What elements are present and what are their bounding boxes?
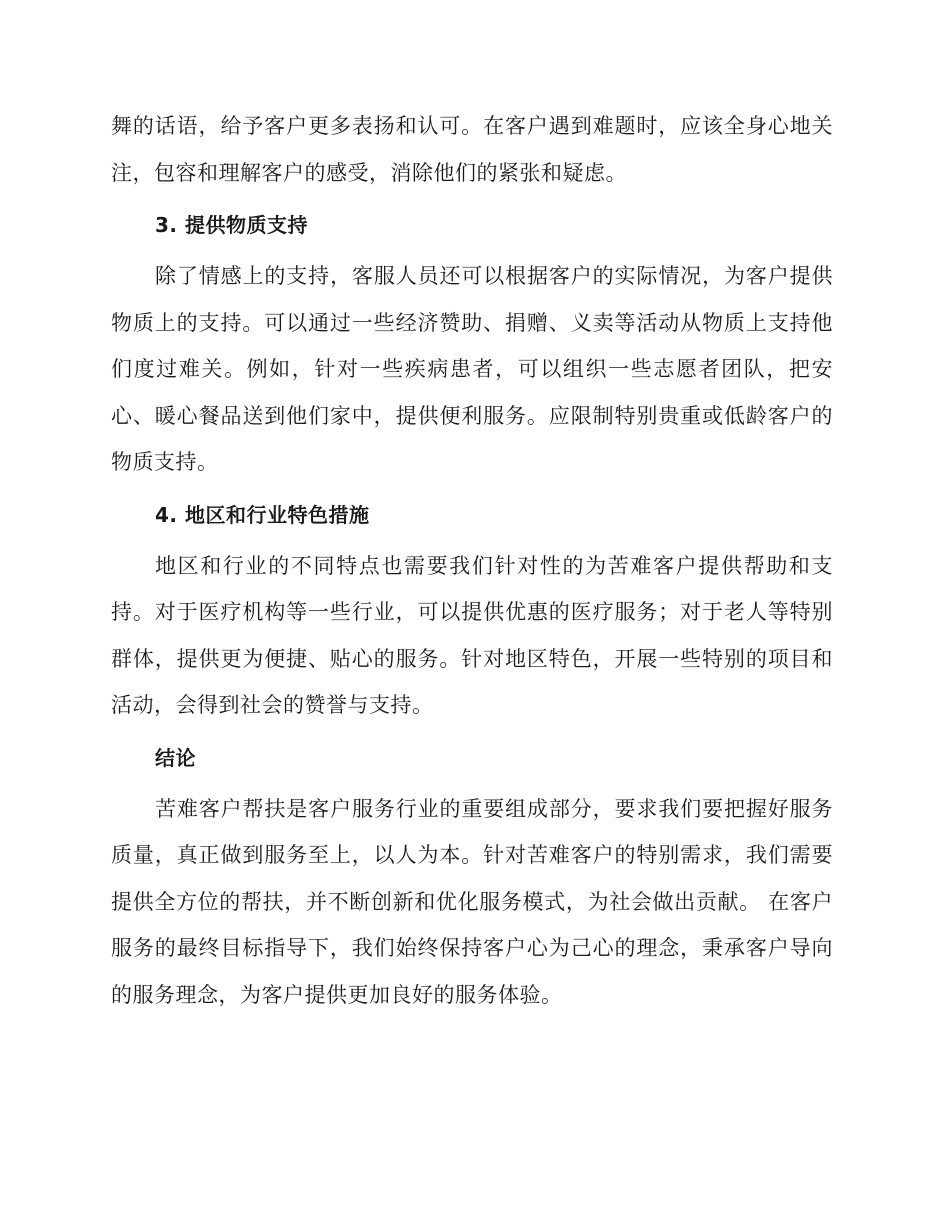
document-body <box>111 103 833 1018</box>
paragraph-intro: 舞的话语，给予客户更多表扬和认可。在客户遇到难题时，应该全身心地关注，包容和理解客户的感受，消除他们的紧张和疑虑。 <box>111 114 833 185</box>
paragraph-section-4: 地区和行业的不同特点也需要我们针对性的为苦难客户提供帮助和支持。对于医疗机构等一些行业，可以提供优惠的医疗服务；对于老人等特别群体，提供更为便捷、贴心的服务。针对地区特色，开展一些特别的项目和活动，会得到社会的赞誉与支持。 <box>111 553 833 717</box>
paragraph-conclusion: 苦难客户帮扶是客户服务行业的重要组成部分，要求我们要把握好服务质量，真正做到服务至上，以人为本。针对苦难客户的特别需求，我们需要提供全方位的帮扶，并不断创新和优化服务模式，为社会做出贡献。 在客户服务的最终目标指导下，我们始终保持客户心为己心的理念，秉承客户导向的服务理念，为客户提供更加良好的服务体验。 <box>111 796 833 1007</box>
section-heading-conclusion: 结论 <box>155 745 196 770</box>
section-heading-4: 4. 地区和行业特色措施 <box>155 502 370 527</box>
paragraph-section-3: 除了情感上的支持，客服人员还可以根据客户的实际情况，为客户提供物质上的支持。可以通过一些经济赞助、捐赠、义卖等活动从物质上支持他们度过难关。例如，针对一些疾病患者，可以组织一些志愿者团队，把安心、暖心餐品送到他们家中，提供便利服务。应限制特别贵重或低龄客户的物质支持。 <box>111 264 833 474</box>
section-heading-3: 3. 提供物质支持 <box>155 213 308 237</box>
